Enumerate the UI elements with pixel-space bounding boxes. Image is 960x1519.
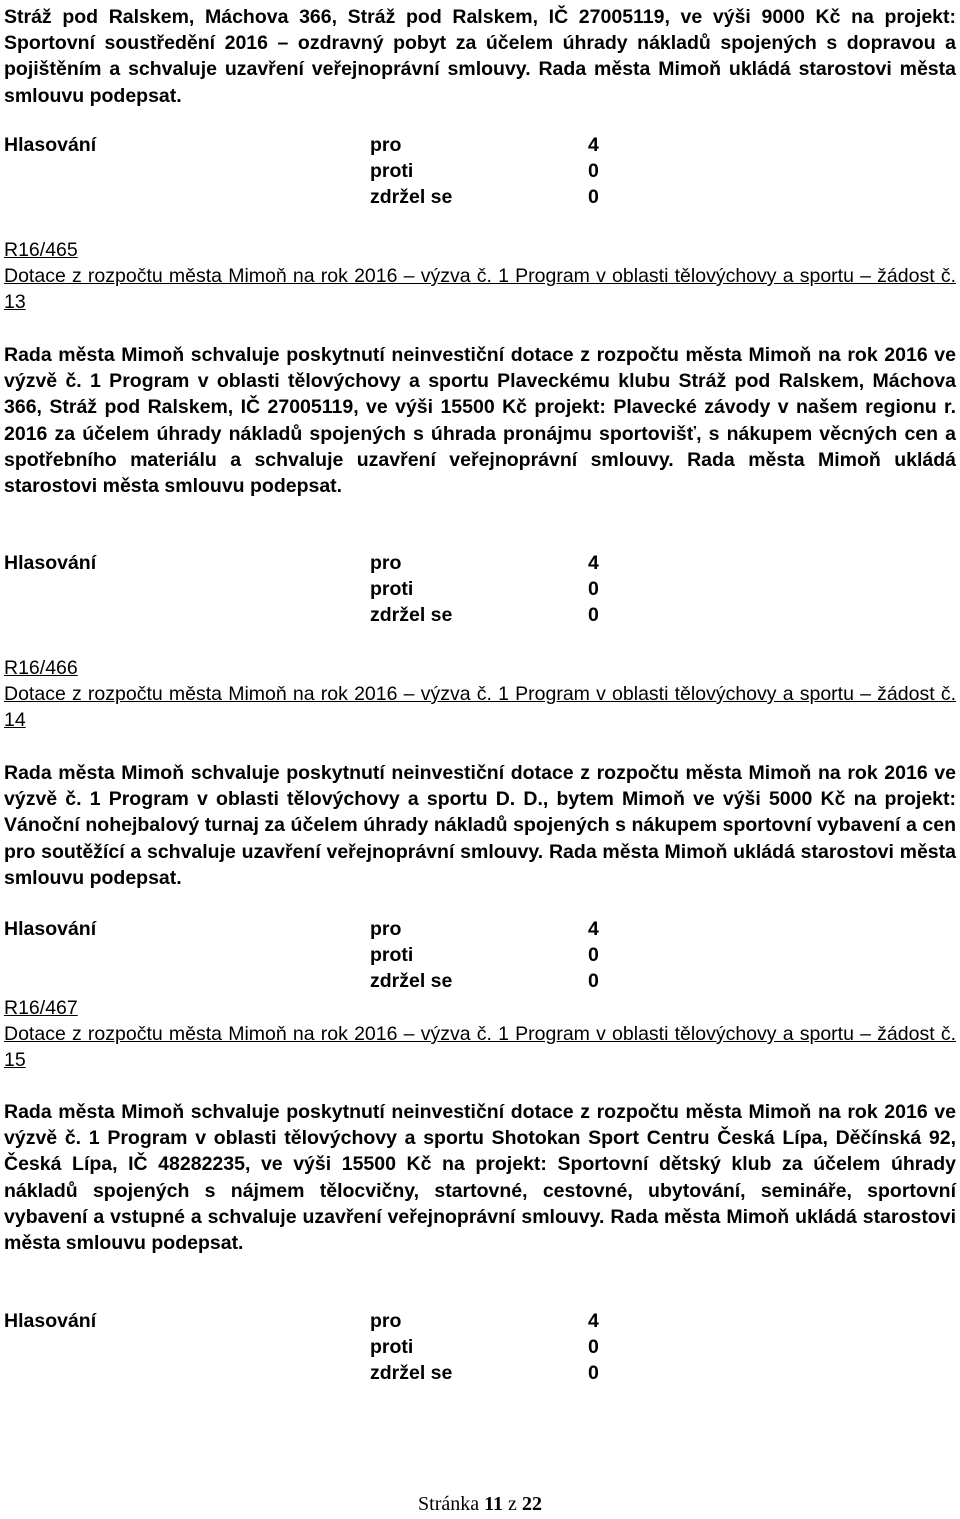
vote-kind-pro: pro [370, 134, 402, 156]
resolution-code: R16/467 [4, 997, 78, 1019]
vote-count-proti: 0 [588, 160, 599, 182]
vote-kind-zdrzel: zdržel se [370, 1362, 453, 1384]
vote-count-proti: 0 [588, 1336, 599, 1358]
resolution-body: Rada města Mimoň schvaluje poskytnutí neinvestiční dotace z rozpočtu města Mimoň na rok 2016 ve výzvě č. 1 Program v oblasti tělovýchovy a sportu D. D., bytem Mimoň ve výši 5000 Kč na projekt: Vánoční nohejbalový turnaj za účelem úhrady nákladů spojených s nákupem sportovní vybavení a cen pro soutěžící a schvaluje uzavření veřejnoprávní smlouvy. Rada města Mimoň ukládá starostovi města smlouvu podepsat. [4, 762, 956, 889]
vote-title: Hlasování [4, 1310, 97, 1332]
footer-page-word: Stránka [418, 1493, 480, 1515]
vote-count-proti: 0 [588, 578, 599, 600]
intro-paragraph: Stráž pod Ralskem, Máchova 366, Stráž pod Ralskem, IČ 27005119, ve výši 9000 Kč na projekt: Sportovní soustředění 2016 – ozdravný pobyt za účelem úhrady nákladů spojených s dopravou a pojištěním a schvaluje uzavření veřejnoprávní smlouvy. Rada města Mimoň ukládá starostovi města smlouvu podepsat. [4, 6, 956, 107]
resolution-code: R16/465 [4, 239, 78, 261]
vote-row-pro [4, 550, 704, 576]
vote-title: Hlasování [4, 918, 97, 940]
vote-count-zdrzel: 0 [588, 186, 599, 208]
vote-kind-pro: pro [370, 1310, 402, 1332]
vote-count-zdrzel: 0 [588, 970, 599, 992]
resolution-body: Rada města Mimoň schvaluje poskytnutí neinvestiční dotace z rozpočtu města Mimoň na rok 2016 ve výzvě č. 1 Program v oblasti tělovýchovy a sportu Shotokan Sport Centru Česká Lípa, Děčínská 92, Česká Lípa, IČ 48282235, ve výši 15500 Kč na projekt: Sportovní dětský klub za účelem úhrady nákladů spojených s nájmem tělocvičny, startovné, cestovné, ubytování, semináře, sportovní vybavení a vstupné a schvaluje uzavření veřejnoprávní smlouvy. Rada města Mimoň ukládá starostovi města smlouvu podepsat. [4, 1101, 956, 1255]
footer-of-word: z [508, 1493, 517, 1515]
vote-kind-zdrzel: zdržel se [370, 604, 453, 626]
vote-row-zdrzel [4, 968, 704, 994]
resolution-title: Dotace z rozpočtu města Mimoň na rok 2016 – výzva č. 1 Program v oblasti tělovýchovy a sportu – žádost č. 14 [4, 683, 956, 732]
vote-kind-proti: proti [370, 578, 414, 600]
vote-count-zdrzel: 0 [588, 604, 599, 626]
vote-row-zdrzel [4, 184, 704, 210]
vote-kind-proti: proti [370, 944, 414, 966]
vote-count-pro: 4 [588, 134, 599, 156]
vote-row-pro [4, 916, 704, 942]
vote-count-pro: 4 [588, 1310, 599, 1332]
vote-kind-proti: proti [370, 160, 414, 182]
resolution-title: Dotace z rozpočtu města Mimoň na rok 2016 – výzva č. 1 Program v oblasti tělovýchovy a sportu – žádost č. 13 [4, 265, 956, 314]
resolution-code: R16/466 [4, 657, 78, 679]
vote-count-pro: 4 [588, 918, 599, 940]
vote-kind-zdrzel: zdržel se [370, 970, 453, 992]
page-footer [0, 1492, 960, 1516]
vote-row-pro [4, 1308, 704, 1334]
vote-title: Hlasování [4, 552, 97, 574]
vote-row-zdrzel [4, 1360, 704, 1386]
vote-kind-pro: pro [370, 552, 402, 574]
vote-row-pro [4, 132, 704, 158]
vote-kind-pro: pro [370, 918, 402, 940]
vote-row-proti [4, 158, 704, 184]
vote-count-proti: 0 [588, 944, 599, 966]
vote-count-zdrzel: 0 [588, 1362, 599, 1384]
vote-kind-zdrzel: zdržel se [370, 186, 453, 208]
resolution-body: Rada města Mimoň schvaluje poskytnutí neinvestiční dotace z rozpočtu města Mimoň na rok 2016 ve výzvě č. 1 Program v oblasti tělovýchovy a sportu Plaveckému klubu Stráž pod Ralskem, Máchova 366, Stráž pod Ralskem, IČ 27005119, ve výši 15500 Kč projekt: Plavecké závody v našem regionu r. 2016 za účelem úhrady nákladů spojených s úhrada pronájmu sportovišť, s nákupem věcných cen a spotřebního materiálu a schvaluje uzavření veřejnoprávní smlouvy. Rada města Mimoň ukládá starostovi města smlouvu podepsat. [4, 344, 956, 498]
vote-title: Hlasování [4, 134, 97, 156]
footer-page-total: 22 [521, 1493, 542, 1515]
vote-row-proti [4, 1334, 704, 1360]
vote-row-proti [4, 576, 704, 602]
footer-page-number: 11 [484, 1493, 504, 1515]
vote-kind-proti: proti [370, 1336, 414, 1358]
vote-row-zdrzel [4, 602, 704, 628]
vote-row-proti [4, 942, 704, 968]
resolution-title: Dotace z rozpočtu města Mimoň na rok 2016 – výzva č. 1 Program v oblasti tělovýchovy a sportu – žádost č. 15 [4, 1023, 956, 1072]
vote-count-pro: 4 [588, 552, 599, 574]
